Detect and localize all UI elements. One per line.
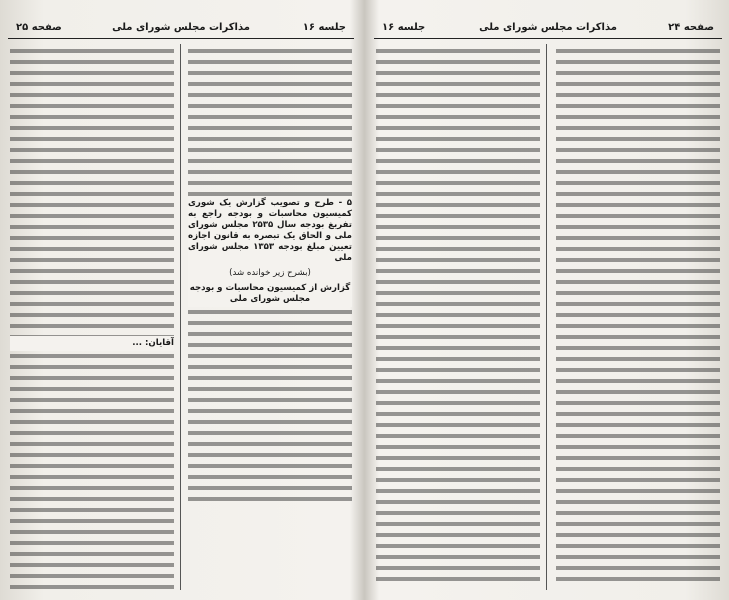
- page-number: صفحه ۲۴: [668, 22, 714, 33]
- page-25: [8, 0, 354, 600]
- text-lines: [10, 351, 174, 591]
- running-header: [8, 20, 354, 39]
- page-24: [374, 0, 722, 600]
- session-label: جلسه ۱۶: [382, 22, 426, 33]
- column-right: [556, 46, 720, 592]
- column-right: [188, 46, 352, 592]
- reading-note: (بشرح زیر خوانده شد): [188, 266, 352, 281]
- column-divider: [180, 44, 181, 590]
- text-lines: [188, 46, 352, 196]
- column-left: [10, 46, 174, 592]
- text-lines: [10, 46, 174, 336]
- text-lines: [556, 46, 720, 586]
- journal-title: مذاکرات مجلس شورای ملی: [479, 22, 617, 33]
- attendee-label: آقایان: ...: [10, 336, 174, 351]
- text-lines: [188, 307, 352, 507]
- column-divider: [546, 44, 547, 590]
- column-left: [376, 46, 540, 592]
- report-heading: گزارش از کمیسیون محاسبات و بودجه مجلس شورای ملی: [188, 281, 352, 307]
- session-label: جلسه ۱۶: [302, 22, 346, 33]
- running-header: [374, 20, 722, 39]
- text-lines: [376, 46, 540, 586]
- section-heading: ۵ - طرح و تصویب گزارش یک شوری کمیسیون محاسبات و بودجه راجع به تفریغ بودجه سال ۲۵۳۵ مجلس شورای ملی و الحاق یک تبصره به قانون اجازه تعیین مبلغ بودجه ۱۳۵۳ مجلس شورای ملی: [188, 196, 352, 266]
- journal-title: مذاکرات مجلس شورای ملی: [112, 22, 250, 33]
- page-number: صفحه ۲۵: [16, 22, 62, 33]
